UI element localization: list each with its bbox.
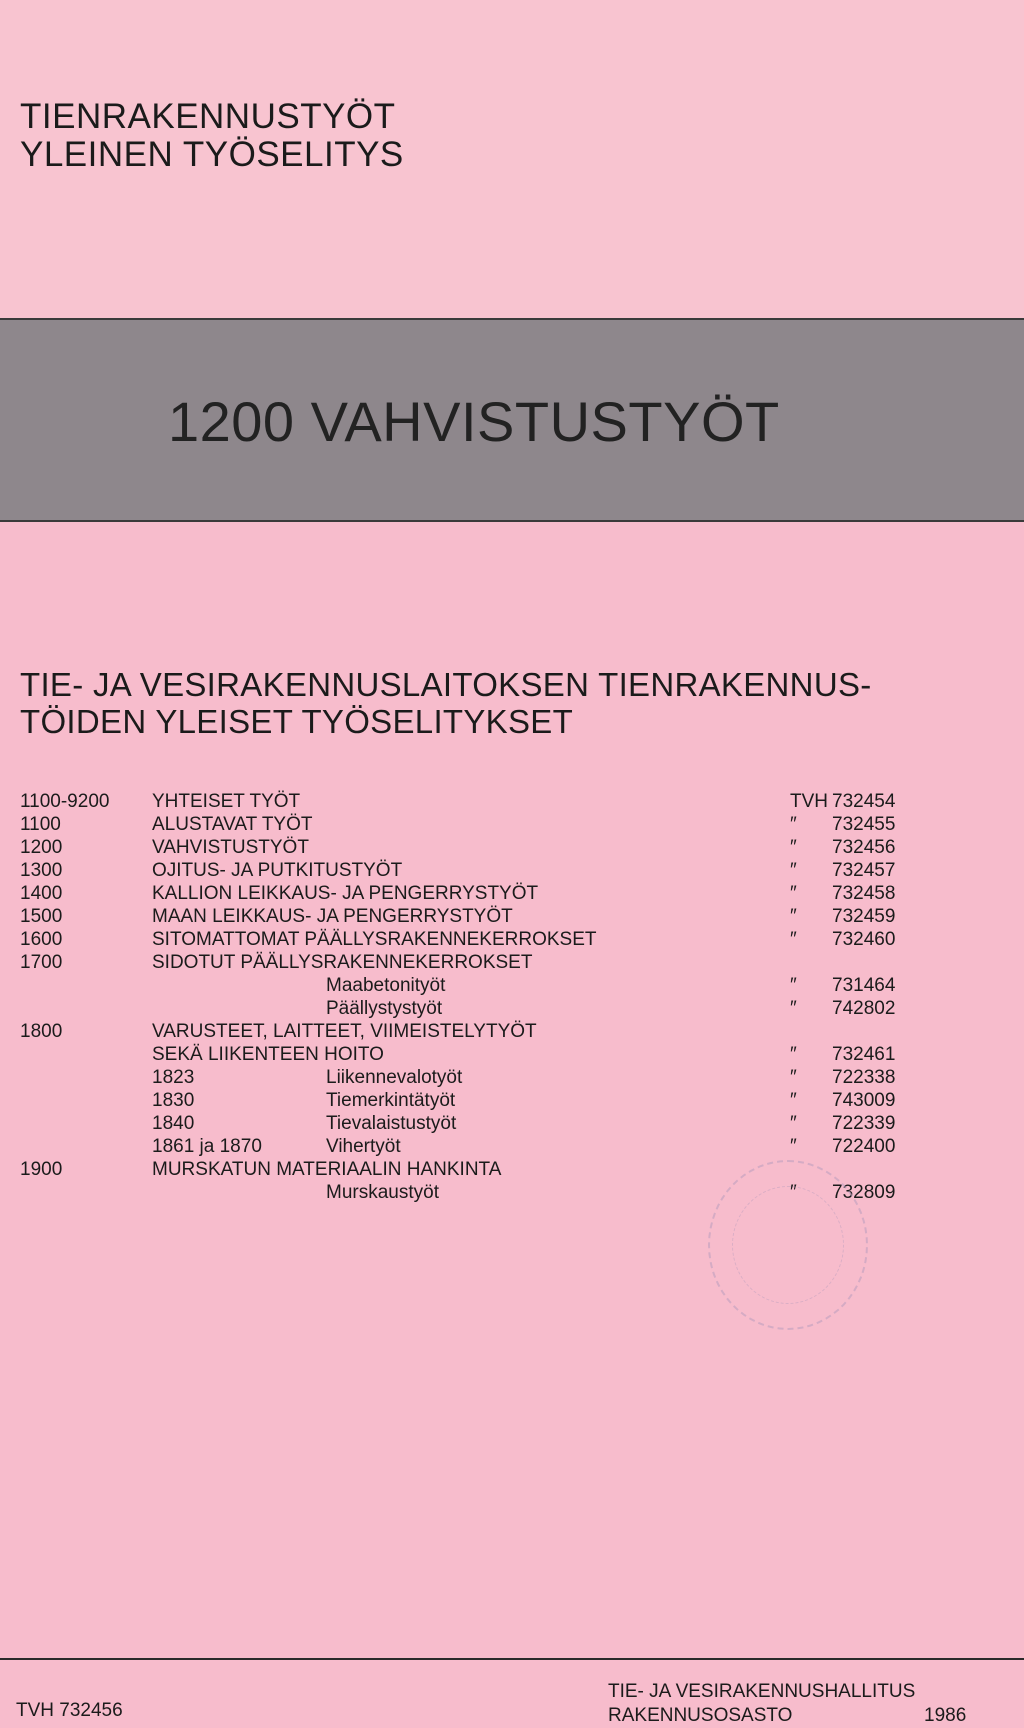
item-reference-prefix: ″ <box>790 1090 797 1111</box>
item-title: OJITUS- JA PUTKITUSTYÖT <box>152 860 403 881</box>
item-reference-prefix: ″ <box>790 883 797 904</box>
list-item <box>20 790 920 813</box>
list-item <box>20 951 920 974</box>
item-title: ALUSTAVAT TYÖT <box>152 814 313 835</box>
item-reference-prefix: ″ <box>790 837 797 858</box>
item-reference-number: 732459 <box>832 906 896 927</box>
item-sub-title: Liikennevalotyöt <box>326 1067 463 1088</box>
series-title <box>20 666 872 740</box>
item-sub-code: 1840 <box>152 1113 195 1134</box>
item-title: SITOMATTOMAT PÄÄLLYSRAKENNEKERROKSET <box>152 929 597 950</box>
item-sub-code: 1830 <box>152 1090 195 1111</box>
list-item <box>20 905 920 928</box>
list-item <box>20 882 920 905</box>
list-item <box>20 997 920 1020</box>
item-reference-number: 732460 <box>832 929 896 950</box>
item-reference-number: 742802 <box>832 998 896 1019</box>
item-sub-title: Päällystystyöt <box>326 998 443 1019</box>
item-reference-number: 732457 <box>832 860 896 881</box>
item-code: 1100 <box>20 814 61 835</box>
item-reference-number: 732809 <box>832 1182 896 1203</box>
header-line-1: TIENRAKENNUSTYÖT <box>20 97 396 136</box>
item-title: SIDOTUT PÄÄLLYSRAKENNEKERROKSET <box>152 952 533 973</box>
header-line-2: YLEINEN TYÖSELITYS <box>20 135 404 174</box>
list-item <box>20 1043 920 1066</box>
publisher-line-1: TIE- JA VESIRAKENNUSHALLITUS <box>608 1681 916 1702</box>
item-sub-title: Murskaustyöt <box>326 1182 439 1203</box>
item-reference-number: 732456 <box>832 837 896 858</box>
item-code: 1700 <box>20 952 63 973</box>
header-area <box>0 0 1024 318</box>
list-item <box>20 813 920 836</box>
item-reference-prefix: ″ <box>790 998 797 1019</box>
item-title: MAAN LEIKKAUS- JA PENGERRYSTYÖT <box>152 906 513 927</box>
item-sub-title: Tiemerkintätyöt <box>326 1090 456 1111</box>
footer-divider <box>0 1658 1024 1660</box>
list-item <box>20 928 920 951</box>
item-reference-number: 722338 <box>832 1067 896 1088</box>
item-title: YHTEISET TYÖT <box>152 791 301 812</box>
item-title: SEKÄ LIIKENTEEN HOITO <box>152 1044 384 1065</box>
item-title: VAHVISTUSTYÖT <box>152 837 309 858</box>
item-sub-title: Vihertyöt <box>326 1136 401 1157</box>
item-reference-number: 732455 <box>832 814 896 835</box>
item-reference-number: 732454 <box>832 791 896 812</box>
item-reference-number: 732458 <box>832 883 896 904</box>
header-title <box>20 98 404 174</box>
item-reference-number: 722339 <box>832 1113 896 1134</box>
footer-publication-code: TVH 732456 <box>16 1700 123 1721</box>
list-item <box>20 836 920 859</box>
publisher-line-2: RAKENNUSOSASTO <box>608 1705 793 1726</box>
title-band <box>0 318 1024 522</box>
item-reference-prefix: ″ <box>790 860 797 881</box>
item-code: 1900 <box>20 1159 63 1180</box>
item-code: 1100-9200 <box>20 791 110 812</box>
band-title: 1200 VAHVISTUSTYÖT <box>168 390 780 453</box>
publication-year: 1986 <box>924 1705 967 1726</box>
list-item <box>20 974 920 997</box>
item-title: KALLION LEIKKAUS- JA PENGERRYSTYÖT <box>152 883 539 904</box>
item-code: 1200 <box>20 837 63 858</box>
item-code: 1600 <box>20 929 63 950</box>
list-item <box>20 859 920 882</box>
item-sub-title: Tievalaistustyöt <box>326 1113 457 1134</box>
list-item <box>20 1020 920 1043</box>
item-reference-prefix: ″ <box>790 1113 797 1134</box>
item-code: 1800 <box>20 1021 63 1042</box>
item-code: 1300 <box>20 860 63 881</box>
item-code: 1500 <box>20 906 63 927</box>
item-reference-prefix: TVH <box>790 791 828 812</box>
item-sub-code: 1861 ja 1870 <box>152 1136 262 1157</box>
item-code: 1400 <box>20 883 63 904</box>
item-reference-prefix: ″ <box>790 975 797 996</box>
item-title: VARUSTEET, LAITTEET, VIIMEISTELYTYÖT <box>152 1021 537 1042</box>
item-reference-prefix: ″ <box>790 814 797 835</box>
item-reference-prefix: ″ <box>790 1044 797 1065</box>
item-reference-number: 743009 <box>832 1090 896 1111</box>
item-title: MURSKATUN MATERIAALIN HANKINTA <box>152 1159 502 1180</box>
series-line-2: TÖIDEN YLEISET TYÖSELITYKSET <box>20 703 574 740</box>
item-reference-number: 732461 <box>832 1044 896 1065</box>
list-item <box>20 1112 920 1135</box>
list-item <box>20 1089 920 1112</box>
item-reference-prefix: ″ <box>790 1136 797 1157</box>
item-reference-prefix: ″ <box>790 1067 797 1088</box>
item-reference-number: 731464 <box>832 975 896 996</box>
series-line-1: TIE- JA VESIRAKENNUSLAITOKSEN TIENRAKENNUS- <box>20 666 872 703</box>
item-reference-prefix: ″ <box>790 1182 797 1203</box>
contents-list <box>20 790 920 1204</box>
item-sub-code: 1823 <box>152 1067 195 1088</box>
stamp-seal <box>708 1160 868 1330</box>
list-item <box>20 1135 920 1158</box>
item-sub-title: Maabetonityöt <box>326 975 446 996</box>
footer-publisher <box>608 1680 967 1728</box>
item-reference-prefix: ″ <box>790 906 797 927</box>
item-reference-number: 722400 <box>832 1136 896 1157</box>
item-reference-prefix: ″ <box>790 929 797 950</box>
list-item <box>20 1066 920 1089</box>
